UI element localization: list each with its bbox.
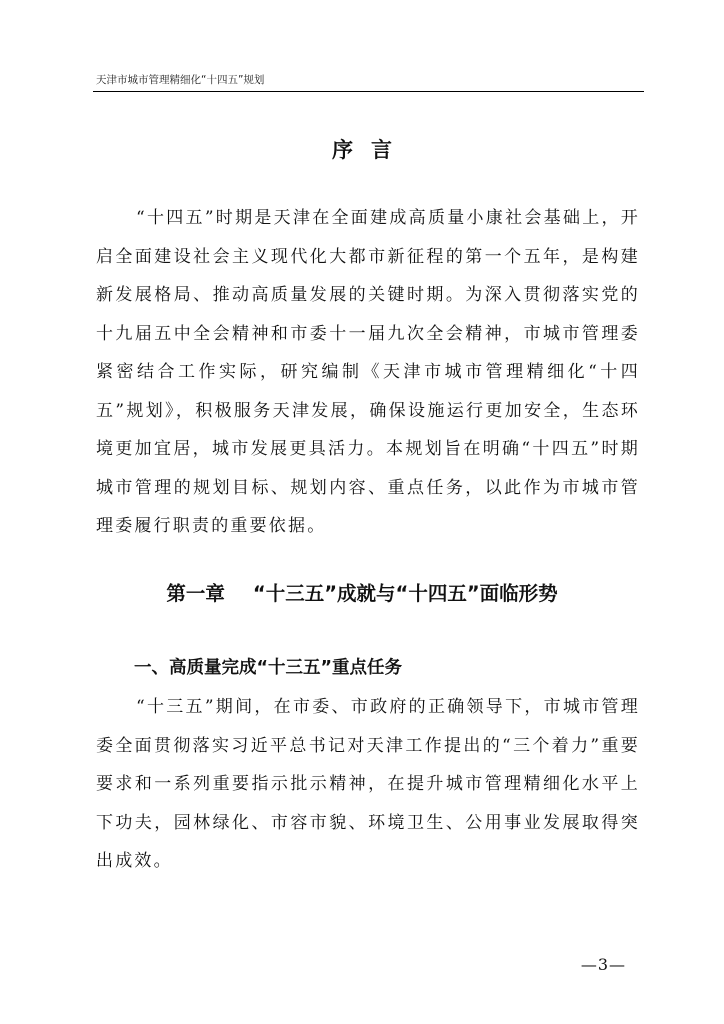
section-paragraph: “十三五”期间，在市委、市政府的正确领导下，市城市管理委全面贯彻落实习近平总书记对天津工作提出的“三个着力”重要要求和一系列重要指示批示精神，在提升城市管理精细化水平上下功夫，园林绿化、市容市貌、环境卫生、公用事业发展取得突出成效。 bbox=[96, 697, 640, 871]
header-rule bbox=[93, 91, 644, 92]
chapter-title: “十三五”成就与“十四五”面临形势 bbox=[252, 582, 558, 605]
chapter-label: 第一章 bbox=[166, 582, 225, 605]
preface-title: 序言 bbox=[332, 138, 410, 162]
preface-paragraph: “十四五”时期是天津在全面建成高质量小康社会基础上，开启全面建设社会主义现代化大都市新征程的第一个五年，是构建新发展格局、推动高质量发展的关键时期。为深入贯彻落实党的十九届五中全会精神和市委十一届九次全会精神，市城市管理委紧密结合工作实际，研究编制《天津市城市管理精细化“十四五”规划》，积极服务天津发展，确保设施运行更加安全，生态环境更加宜居，城市发展更具活力。本规划旨在明确“十四五”时期城市管理的规划目标、规划内容、重点任务，以此作为市城市管理委履行职责的重要依据。 bbox=[96, 208, 640, 536]
running-header: 天津市城市管理精细化“十四五”规划 bbox=[96, 74, 265, 86]
page-number: —3— bbox=[580, 955, 626, 974]
chapter-heading bbox=[0, 580, 724, 608]
section-heading: 一、高质量完成“十三五”重点任务 bbox=[134, 658, 403, 678]
